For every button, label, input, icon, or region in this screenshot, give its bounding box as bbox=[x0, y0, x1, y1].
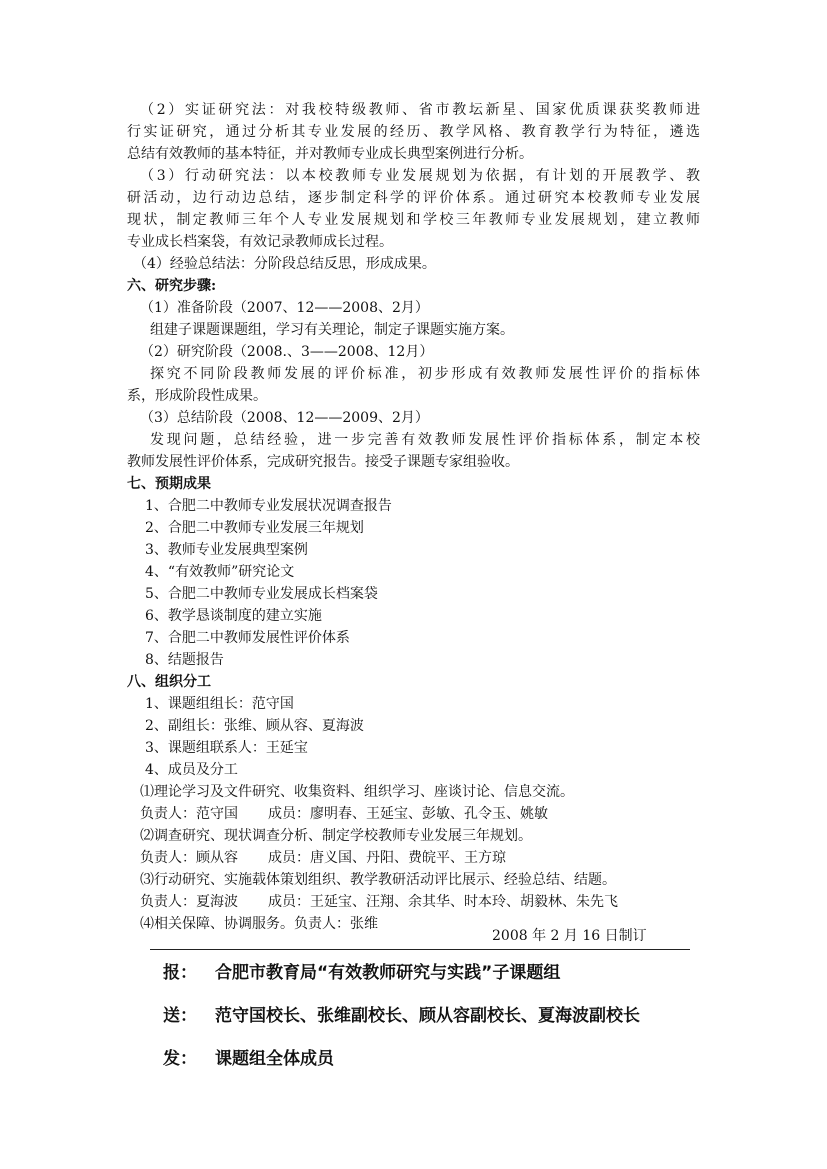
issue-recipients: 课题组全体成员 bbox=[215, 1049, 334, 1069]
method-empirical-line-2: 行实证研究，通过分析其专业发展的经历、教学风格、教育教学行为特征，遴选 bbox=[127, 124, 703, 140]
method-action-line-1: （3）行动研究法：以本校教师专业发展规划为依据，有计划的开展教学、教 bbox=[140, 168, 703, 184]
org-leader: 1、课题组组长：范守国 bbox=[145, 696, 294, 712]
group-1-lead: 负责人：范守国 bbox=[140, 806, 238, 822]
send-label: 送： bbox=[163, 1006, 197, 1026]
distribution-issue bbox=[163, 1044, 334, 1069]
steps-heading: 六、研究步骤: bbox=[127, 278, 217, 294]
group-2-members: 成员：唐义国、丹阳、费皖平、王方琼 bbox=[268, 850, 506, 866]
group-1-assignees bbox=[140, 803, 548, 825]
group-2-lead: 负责人：顾从容 bbox=[140, 850, 238, 866]
group-3-lead: 负责人：夏海波 bbox=[140, 894, 238, 910]
group-3-members: 成员：王延宝、汪翔、余其华、时本玲、胡毅林、朱先飞 bbox=[268, 894, 618, 910]
result-item: 2、合肥二中教师专业发展三年规划 bbox=[145, 520, 364, 536]
phase-1-title: （1）准备阶段（2007、12——2008、2月） bbox=[140, 300, 429, 316]
group-3-task: ⑶行动研究、实施载体策划组织、教学教研活动评比展示、经验总结、结题。 bbox=[140, 872, 616, 888]
document-date: 2008 年 2 月 16 日制订 bbox=[492, 928, 647, 944]
distribution-send bbox=[163, 1001, 640, 1026]
phase-3-title: （3）总结阶段（2008、12——2009、2月） bbox=[140, 410, 429, 426]
result-item: 3、教师专业发展典型案例 bbox=[145, 542, 308, 558]
org-contact: 3、课题组联系人：王延宝 bbox=[145, 740, 308, 756]
method-summary-line: （4）经验总结法：分阶段总结反思，形成成果。 bbox=[133, 256, 436, 272]
phase-2-text-1: 探究不同阶段教师发展的评价标准，初步形成有效教师发展性评价的指标体 bbox=[150, 366, 703, 382]
group-2-task: ⑵调查研究、现状调查分析、制定学校教师专业发展三年规划。 bbox=[140, 828, 532, 844]
results-heading: 七、预期成果 bbox=[127, 476, 211, 492]
org-deputy: 2、副组长：张维、顾从容、夏海波 bbox=[145, 718, 364, 734]
report-recipient: 合肥市教育局“有效教师研究与实践”子课题组 bbox=[215, 963, 561, 983]
group-4-task: ⑷相关保障、协调服务。负责人：张维 bbox=[140, 916, 378, 932]
result-item: 5、合肥二中教师专业发展成长档案袋 bbox=[145, 586, 378, 602]
distribution-report bbox=[163, 958, 560, 983]
group-3-assignees bbox=[140, 891, 618, 913]
report-label: 报： bbox=[163, 963, 197, 983]
result-item: 4、“有效教师”研究论文 bbox=[145, 564, 295, 580]
method-action-line-2: 研活动，边行动边总结，逐步制定科学的评价体系。通过研究本校教师专业发展 bbox=[127, 190, 703, 206]
divider-line bbox=[150, 949, 690, 950]
phase-3-text-1: 发现问题，总结经验，进一步完善有效教师发展性评价指标体系，制定本校 bbox=[150, 432, 703, 448]
phase-2-title: （2）研究阶段（2008.、3——2008、12月） bbox=[140, 344, 434, 360]
group-1-task: ⑴理论学习及文件研究、收集资料、组织学习、座谈讨论、信息交流。 bbox=[140, 784, 574, 800]
org-heading: 八、组织分工 bbox=[127, 674, 211, 690]
result-item: 8、结题报告 bbox=[145, 652, 224, 668]
phase-1-text: 组建子课题课题组，学习有关理论，制定子课题实施方案。 bbox=[150, 322, 514, 338]
org-members: 4、成员及分工 bbox=[145, 762, 238, 778]
send-recipients: 范守国校长、张维副校长、顾从容副校长、夏海波副校长 bbox=[215, 1006, 640, 1026]
method-empirical-line-1: （2）实证研究法：对我校特级教师、省市教坛新星、国家优质课获奖教师进 bbox=[140, 102, 703, 118]
result-item: 6、教学恳谈制度的建立实施 bbox=[145, 608, 322, 624]
method-action-line-4: 专业成长档案袋，有效记录教师成长过程。 bbox=[127, 234, 393, 250]
issue-label: 发： bbox=[163, 1049, 197, 1069]
method-action-line-3: 现状，制定教师三年个人专业发展规划和学校三年教师专业发展规划，建立教师 bbox=[127, 212, 703, 228]
method-empirical-line-3: 总结有效教师的基本特征，并对教师专业成长典型案例进行分析。 bbox=[127, 146, 533, 162]
result-item: 1、合肥二中教师专业发展状况调查报告 bbox=[145, 498, 392, 514]
phase-3-text-2: 教师发展性评价体系，完成研究报告。接受子课题专家组验收。 bbox=[127, 454, 519, 470]
group-2-assignees bbox=[140, 847, 506, 869]
result-item: 7、合肥二中教师发展性评价体系 bbox=[145, 630, 350, 646]
phase-2-text-2: 系，形成阶段性成果。 bbox=[127, 388, 267, 404]
group-1-members: 成员：廖明春、王延宝、彭敏、孔令玉、姚敏 bbox=[268, 806, 548, 822]
